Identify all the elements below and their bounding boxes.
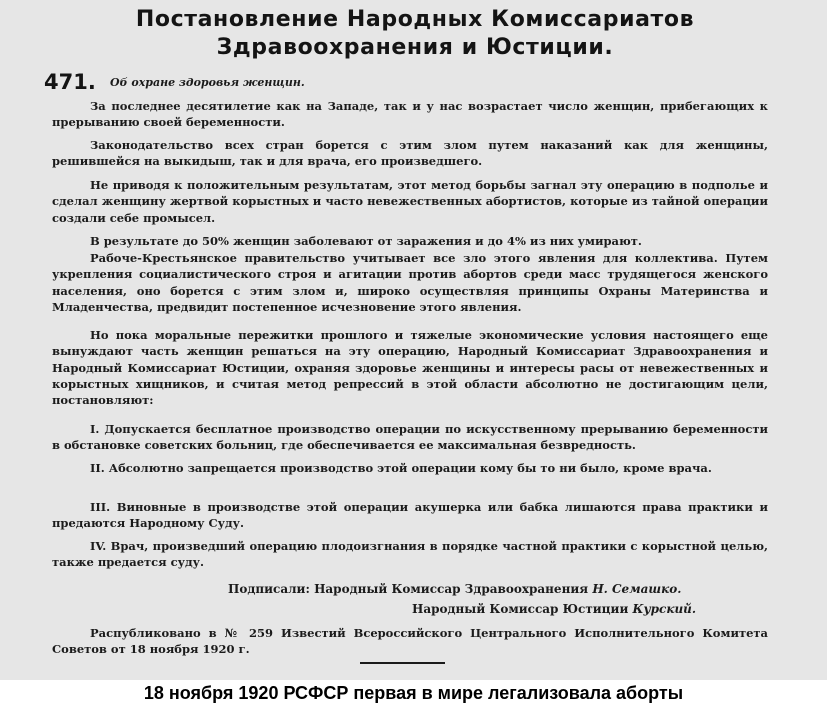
divider-line bbox=[360, 662, 445, 664]
paragraph: Не приводя к положительным результатам, этот метод борьбы загнал эту операцию в подполье и сделал женщину жертвой корыстных и часто невежественных абортистов, которые из тайной операции создали себе промысел. bbox=[52, 178, 768, 225]
signature-line-1 bbox=[228, 582, 681, 596]
signer-name: Курский. bbox=[632, 602, 697, 616]
document-title: Постановление Народных Комиссариатов Здравоохранения и Юстиции. bbox=[135, 7, 695, 60]
paragraph: Законодательство всех стран борется с этим злом путем наказаний как для женщины, решившейся на выкидыш, так и для врача, его произведшего. bbox=[52, 138, 768, 169]
paragraph: I. Допускается бесплатное производство операции по искусственному прерыванию беременности в обстановке советских больниц, где обеспечивается ее максимальная безвредность. bbox=[52, 422, 768, 453]
signature-label: Подписали: Народный Комиссар Здравоохранения bbox=[228, 582, 589, 596]
document-subject: Об охране здоровья женщин. bbox=[110, 76, 305, 89]
paragraph: Но пока моральные пережитки прошлого и тяжелые экономические условия настоящего еще вынуждают часть женщин решаться на эту операцию, Народный Комиссариат Здравоохранения и Народный Комиссариат Юстиции, охраняя здоровье женщины и интересы расы от невежественных и корыстных хищников, и считая метод репрессий в этой области абсолютно не достигающим цели, постановляют: bbox=[52, 328, 768, 408]
signer-name: Н. Семашко. bbox=[592, 582, 682, 596]
paragraph: IV. Врач, произведший операцию плодоизгнания в порядке частной практики с корыстной целью, также предается суду. bbox=[52, 539, 768, 570]
signature-label: Народный Комиссар Юстиции bbox=[412, 602, 629, 616]
paragraph: Рабоче-Крестьянское правительство учитывает все зло этого явления для коллектива. Путем укрепления социалистического строя и агитации против абортов среди масс трудящегося женского населения, оно борется с этим злом и, широко осуществляя принципы Охраны Материнства и Младенчества, предвидит постепенное исчезновение этого явления. bbox=[52, 251, 768, 314]
image-caption: 18 ноября 1920 РСФСР первая в мире легализовала аборты bbox=[143, 683, 684, 703]
paragraph: III. Виновные в производстве этой операции акушерка или бабка лишаются права практики и предаются Народному Суду. bbox=[52, 500, 768, 531]
signature-line-2 bbox=[412, 602, 696, 616]
publication-note: Распубликовано в № 259 Известий Всероссийского Центрального Исполнительного Комитета Советов от 18 ноября 1920 г. bbox=[52, 626, 768, 657]
paragraph: В результате до 50% женщин заболевают от заражения и до 4% из них умирают. bbox=[90, 234, 642, 248]
paragraph: За последнее десятилетие как на Западе, так и у нас возрастает число женщин, прибегающих к прерыванию своей беременности. bbox=[52, 99, 768, 130]
paragraph: II. Абсолютно запрещается производство этой операции кому бы то ни было, кроме врача. bbox=[90, 461, 712, 475]
document-number: 471. bbox=[44, 70, 96, 94]
